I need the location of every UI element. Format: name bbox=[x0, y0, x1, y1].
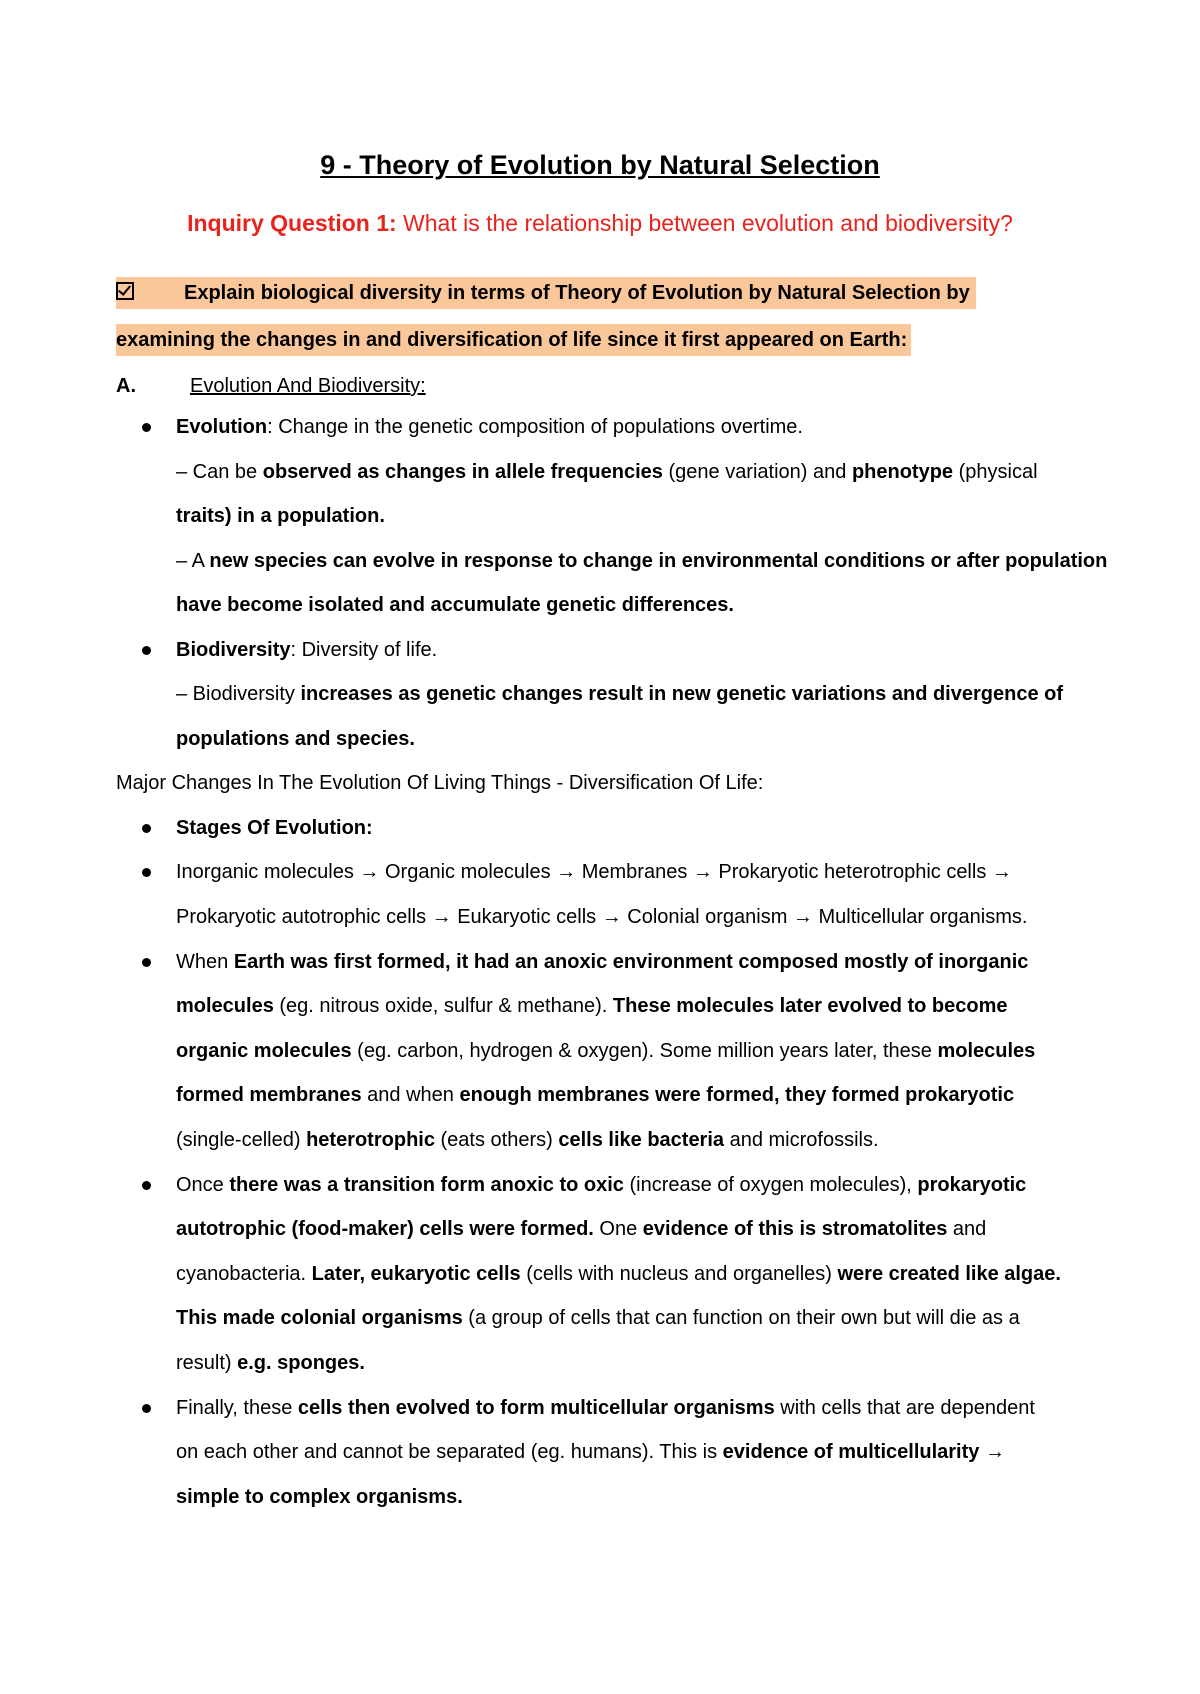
bullet-icon bbox=[142, 646, 151, 655]
earth-line-2: molecules (eg. nitrous oxide, sulfur & methane). These molecules later evolved to become bbox=[176, 995, 1008, 1017]
earth-line-5: (single-celled) heterotrophic (eats others) cells like bacteria and microfossils. bbox=[176, 1129, 879, 1151]
section-heading: Evolution And Biodiversity: bbox=[190, 375, 426, 397]
biodiversity-line-2: – Biodiversity increases as genetic changes result in new genetic variations and divergence of bbox=[176, 683, 1063, 705]
bullet-icon bbox=[142, 1404, 151, 1413]
bullet-icon bbox=[142, 824, 151, 833]
major-changes-heading: Major Changes In The Evolution Of Living Things - Diversification Of Life: bbox=[116, 772, 764, 794]
oxic-line-2: autotrophic (food-maker) cells were formed. One evidence of this is stromatolites and bbox=[176, 1218, 987, 1240]
evolution-line-4: – A new species can evolve in response to change in environmental conditions or after population bbox=[176, 550, 1108, 572]
objective-line-1: Explain biological diversity in terms of Theory of Evolution by Natural Selection by bbox=[116, 277, 976, 309]
checked-box-icon bbox=[116, 282, 134, 300]
evolution-line-5: have become isolated and accumulate genetic differences. bbox=[176, 594, 734, 616]
chain-line-1: Inorganic molecules → Organic molecules → Membranes → Prokaryotic heterotrophic cells → bbox=[176, 861, 1012, 883]
final-line-1: Finally, these cells then evolved to form multicellular organisms with cells that are dependent bbox=[176, 1397, 1035, 1419]
bullet-icon bbox=[142, 868, 151, 877]
section-letter: A. bbox=[116, 375, 136, 397]
page-title: 9 - Theory of Evolution by Natural Selection bbox=[320, 150, 880, 180]
earth-line-1: When Earth was first formed, it had an anoxic environment composed mostly of inorganic bbox=[176, 951, 1029, 973]
earth-line-4: formed membranes and when enough membranes were formed, they formed prokaryotic bbox=[176, 1084, 1015, 1106]
biodiversity-line-3: populations and species. bbox=[176, 728, 415, 750]
oxic-line-1: Once there was a transition form anoxic to oxic (increase of oxygen molecules), prokaryotic bbox=[176, 1174, 1027, 1196]
inquiry-label: Inquiry Question 1: bbox=[187, 210, 397, 236]
inquiry-question bbox=[0, 210, 1200, 237]
bullet-icon bbox=[142, 1181, 151, 1190]
biodiversity-definition: Biodiversity: Diversity of life. bbox=[176, 639, 438, 661]
stages-heading: Stages Of Evolution: bbox=[176, 817, 373, 839]
evolution-line-2: – Can be observed as changes in allele frequencies (gene variation) and phenotype (physical bbox=[176, 461, 1038, 483]
bullet-icon bbox=[142, 423, 151, 432]
final-line-3: simple to complex organisms. bbox=[176, 1486, 463, 1508]
oxic-line-5: result) e.g. sponges. bbox=[176, 1352, 365, 1374]
evolution-definition: Evolution: Change in the genetic composition of populations overtime. bbox=[176, 416, 803, 438]
final-line-2: on each other and cannot be separated (eg. humans). This is evidence of multicellularity → bbox=[176, 1441, 1005, 1463]
chain-line-2: Prokaryotic autotrophic cells → Eukaryotic cells → Colonial organism → Multicellular organisms. bbox=[176, 906, 1028, 928]
objective-line-2: examining the changes in and diversification of life since it first appeared on Earth: bbox=[116, 324, 911, 356]
earth-line-3: organic molecules (eg. carbon, hydrogen & oxygen). Some million years later, these molecules bbox=[176, 1040, 1036, 1062]
oxic-line-3: cyanobacteria. Later, eukaryotic cells (cells with nucleus and organelles) were created like algae. bbox=[176, 1263, 1061, 1285]
oxic-line-4: This made colonial organisms (a group of cells that can function on their own but will die as a bbox=[176, 1307, 1020, 1329]
bullet-icon bbox=[142, 958, 151, 967]
evolution-line-3: traits) in a population. bbox=[176, 505, 385, 527]
inquiry-text: What is the relationship between evolution and biodiversity? bbox=[403, 210, 1013, 236]
